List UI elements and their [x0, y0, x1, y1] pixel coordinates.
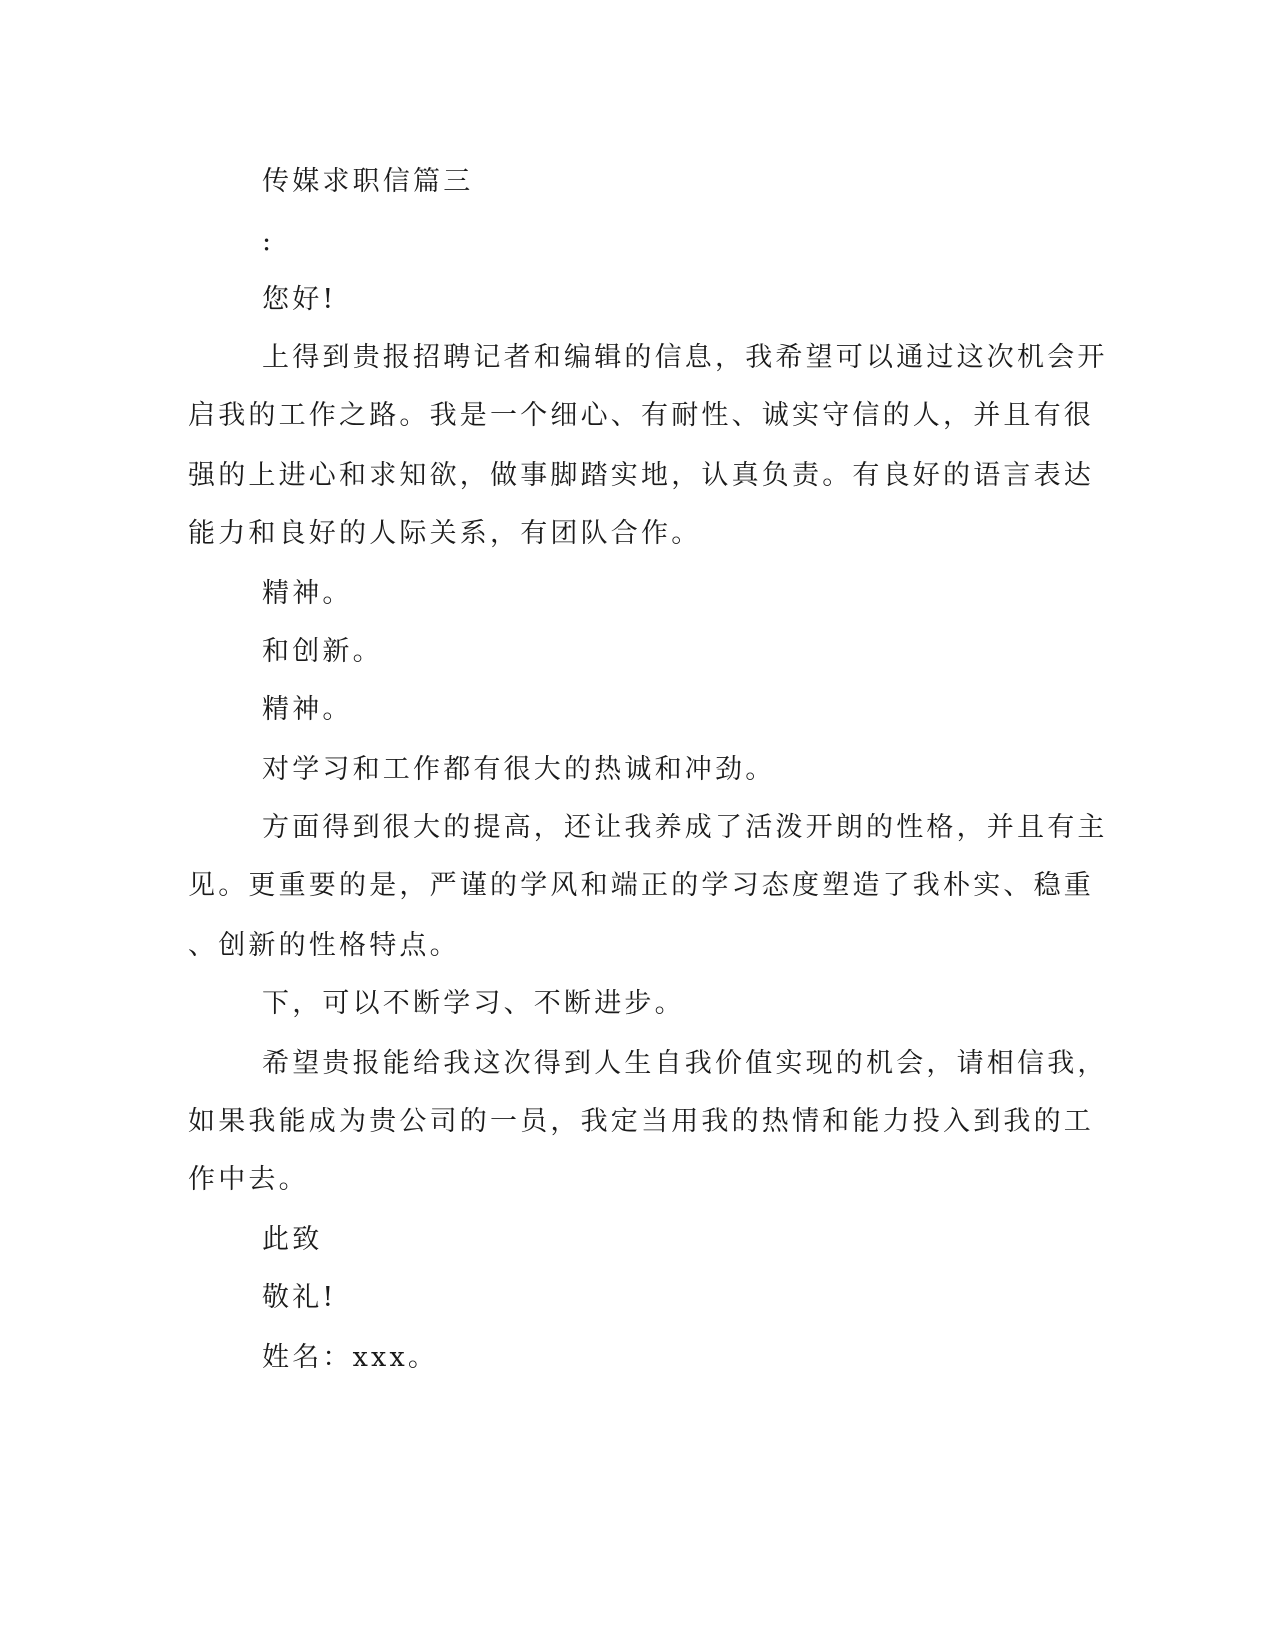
- sentence-progress: 下，可以不断学习、不断进步。: [262, 988, 685, 1019]
- paragraph-3-line-1: 希望贵报能给我这次得到人生自我价值实现的机会，请相信我，: [262, 1048, 1108, 1079]
- document-title: 传媒求职信篇三: [262, 166, 474, 197]
- salutation: :: [262, 226, 275, 257]
- closing-line-2: 敬礼!: [262, 1282, 337, 1313]
- paragraph-2-line-2: 见。更重要的是，严谨的学风和端正的学习态度塑造了我朴实、稳重: [188, 870, 1094, 901]
- paragraph-1-line-4: 能力和良好的人际关系，有团队合作。: [188, 518, 702, 549]
- sentence-enthusiasm: 对学习和工作都有很大的热诚和冲劲。: [262, 754, 776, 785]
- paragraph-2-line-3: 、创新的性格特点。: [188, 930, 460, 961]
- closing-line-1: 此致: [262, 1224, 323, 1255]
- paragraph-3-line-3: 作中去。: [188, 1164, 309, 1195]
- greeting: 您好!: [262, 284, 337, 315]
- paragraph-2-line-1: 方面得到很大的提高，还让我养成了活泼开朗的性格，并且有主: [262, 812, 1108, 843]
- paragraph-1-line-3: 强的上进心和求知欲，做事脚踏实地，认真负责。有良好的语言表达: [188, 460, 1094, 491]
- paragraph-1-line-1: 上得到贵报招聘记者和编辑的信息，我希望可以通过这次机会开: [262, 342, 1108, 373]
- signature-line: 姓名：xxx。: [262, 1342, 439, 1373]
- sentence-spirit-2: 精神。: [262, 694, 353, 725]
- sentence-spirit-1: 精神。: [262, 578, 353, 609]
- paragraph-3-line-2: 如果我能成为贵公司的一员，我定当用我的热情和能力投入到我的工: [188, 1106, 1094, 1137]
- sentence-innovation: 和创新。: [262, 636, 383, 667]
- paragraph-1-line-2: 启我的工作之路。我是一个细心、有耐性、诚实守信的人，并且有很: [188, 400, 1094, 431]
